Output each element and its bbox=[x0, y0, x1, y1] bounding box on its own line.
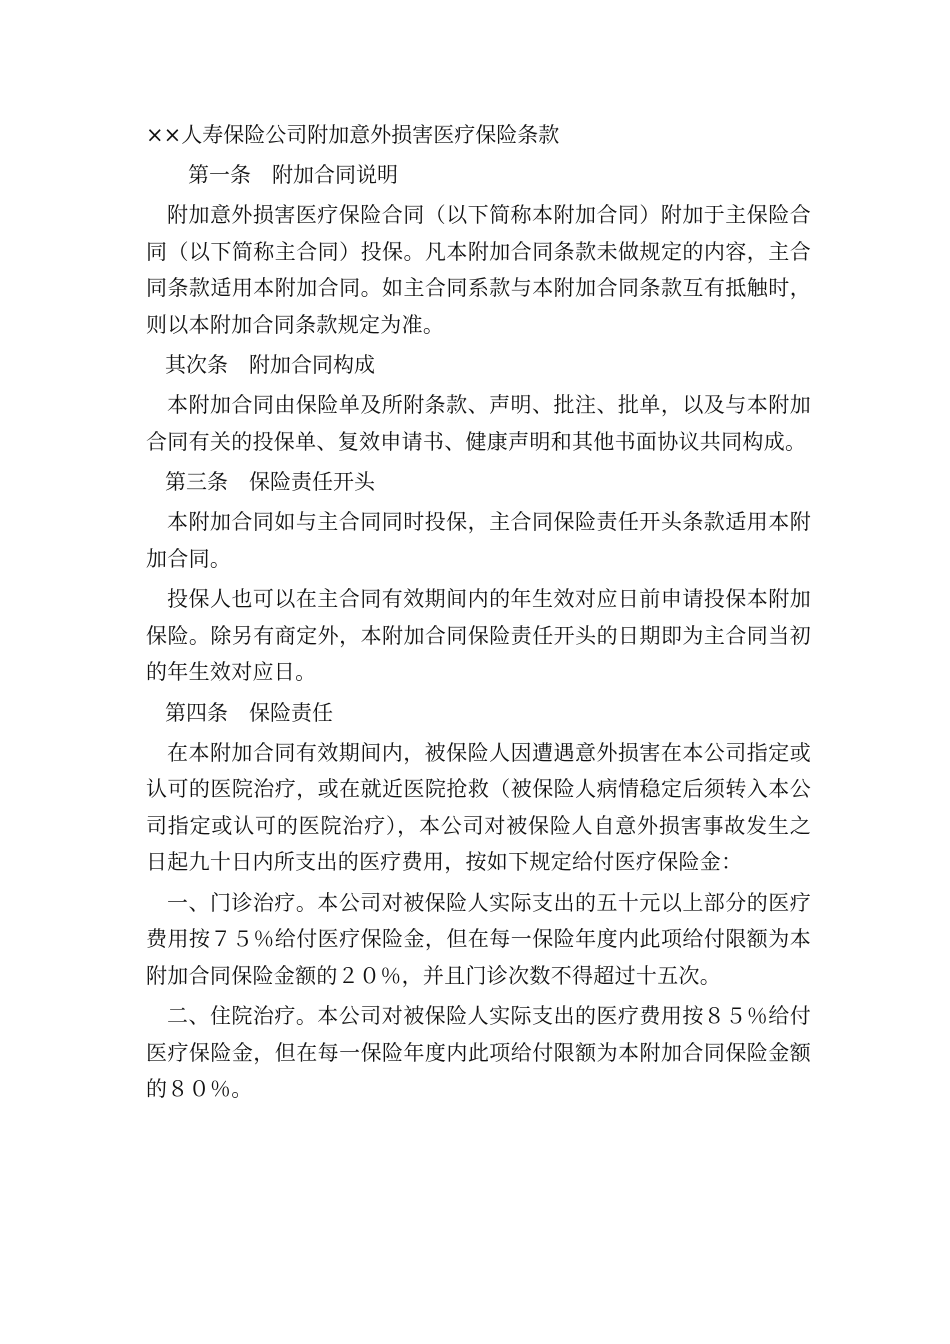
section-2-heading: 其次条 附加合同构成 bbox=[165, 353, 375, 377]
section-4-paragraph-1: 在本附加合同有效期间内，被保险人因遭遇意外损害在本公司指定或认可的医院治疗，或在就近医院抢救（被保险人病情稳定后须转入本公司指定或认可的医院治疗），本公司对被保险人自意外损害事故发生之日起九十日内所支出的医疗费用，按如下规定给付医疗保险金： bbox=[146, 740, 811, 874]
section-4-heading: 第四条 保险责任 bbox=[165, 700, 333, 725]
section-3-heading: 第三条 保险责任开头 bbox=[165, 470, 375, 494]
section-4-paragraph-2: 一、门诊治疗。本公司对被保险人实际支出的五十元以上部分的医疗费用按７５％给付医疗保险金，但在每一保险年度内此项给付限额为本附加合同保险金额的２０％，并且门诊次数不得超过十五次。 bbox=[146, 890, 811, 988]
document-body bbox=[146, 117, 811, 1112]
document-title: ××人寿保险公司附加意外损害医疗保险条款 bbox=[146, 123, 560, 147]
section-4-paragraph-3: 二、住院治疗。本公司对被保险人实际支出的医疗费用按８５％给付医疗保险金，但在每一保险年度内此项给付限额为本附加合同保险金额的８０％。 bbox=[146, 1004, 811, 1101]
section-3-paragraph-1: 本附加合同如与主合同同时投保，主合同保险责任开头条款适用本附加合同。 bbox=[146, 510, 811, 571]
section-1-paragraph-1: 附加意外损害医疗保险合同（以下简称本附加合同）附加于主保险合同（以下简称主合同）投保。凡本附加合同条款未做规定的内容，主合同条款适用本附加合同。如主合同系款与本附加合同条款互有抵触时，则以本附加合同条款规定为准。 bbox=[146, 203, 811, 337]
section-2-paragraph-1: 本附加合同由保险单及所附条款、声明、批注、批单，以及与本附加合同有关的投保单、复效申请书、健康声明和其他书面协议共同构成。 bbox=[146, 393, 811, 454]
section-3-paragraph-2: 投保人也可以在主合同有效期间内的年生效对应日前申请投保本附加保险。除另有商定外，本附加合同保险责任开头的日期即为主合同当初的年生效对应日。 bbox=[146, 587, 811, 684]
section-1-heading: 第一条 附加合同说明 bbox=[188, 163, 398, 187]
